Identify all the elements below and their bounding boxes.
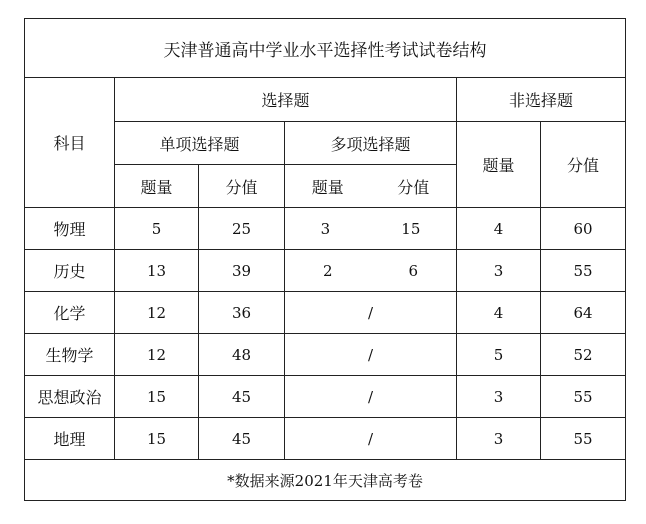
non-choice-score-cell: 55 [541, 250, 626, 292]
header-subject: 科目 [25, 78, 115, 208]
single-score-cell: 39 [199, 250, 285, 292]
header-single-score: 分值 [199, 165, 285, 208]
multi-cell: / [285, 292, 457, 334]
multi-cell [285, 208, 457, 250]
subject-cell: 历史 [25, 250, 115, 292]
table-row [25, 376, 626, 418]
non-choice-count-cell: 4 [457, 208, 541, 250]
non-choice-count-cell: 5 [457, 334, 541, 376]
exam-structure-table [24, 18, 626, 501]
non-choice-count-cell: 3 [457, 418, 541, 460]
subject-cell: 地理 [25, 418, 115, 460]
single-score-cell: 36 [199, 292, 285, 334]
multi-cell [285, 250, 457, 292]
subject-cell: 思想政治 [25, 376, 115, 418]
single-count-cell: 12 [115, 334, 199, 376]
table-title: 天津普通高中学业水平选择性考试试卷结构 [25, 19, 626, 78]
non-choice-score-cell: 55 [541, 418, 626, 460]
multi-cell: / [285, 334, 457, 376]
non-choice-score-cell: 52 [541, 334, 626, 376]
header-non-choice-score: 分值 [541, 122, 626, 208]
single-score-cell: 25 [199, 208, 285, 250]
header-multi-score: 分值 [397, 177, 430, 197]
single-score-cell: 48 [199, 334, 285, 376]
subject-cell: 生物学 [25, 334, 115, 376]
single-count-cell: 15 [115, 376, 199, 418]
table-row [25, 334, 626, 376]
single-score-cell: 45 [199, 376, 285, 418]
non-choice-score-cell: 55 [541, 376, 626, 418]
subject-cell: 物理 [25, 208, 115, 250]
table-row [25, 418, 626, 460]
non-choice-count-cell: 3 [457, 250, 541, 292]
multi-cell: / [285, 376, 457, 418]
non-choice-count-cell: 4 [457, 292, 541, 334]
header-non-choice: 非选择题 [457, 78, 626, 122]
header-choice: 选择题 [115, 78, 457, 122]
non-choice-score-cell: 64 [541, 292, 626, 334]
multi-score-value: 15 [401, 219, 421, 238]
table-row [25, 292, 626, 334]
non-choice-count-cell: 3 [457, 376, 541, 418]
single-score-cell: 45 [199, 418, 285, 460]
header-multi-count: 题量 [311, 177, 344, 197]
subject-cell: 化学 [25, 292, 115, 334]
header-multi-choice: 多项选择题 [285, 122, 457, 165]
table-row [25, 208, 626, 250]
multi-score-value: 6 [408, 261, 419, 280]
header-single-count: 题量 [115, 165, 199, 208]
multi-cell: / [285, 418, 457, 460]
footnote: *数据来源2021年天津高考卷 [25, 460, 626, 501]
table-row [25, 250, 626, 292]
single-count-cell: 13 [115, 250, 199, 292]
multi-count-value: 2 [322, 261, 333, 280]
header-non-choice-count: 题量 [457, 122, 541, 208]
single-count-cell: 15 [115, 418, 199, 460]
single-count-cell: 5 [115, 208, 199, 250]
multi-count-value: 3 [320, 219, 331, 238]
single-count-cell: 12 [115, 292, 199, 334]
header-single-choice: 单项选择题 [115, 122, 285, 165]
header-multi-count-score [285, 165, 457, 208]
non-choice-score-cell: 60 [541, 208, 626, 250]
